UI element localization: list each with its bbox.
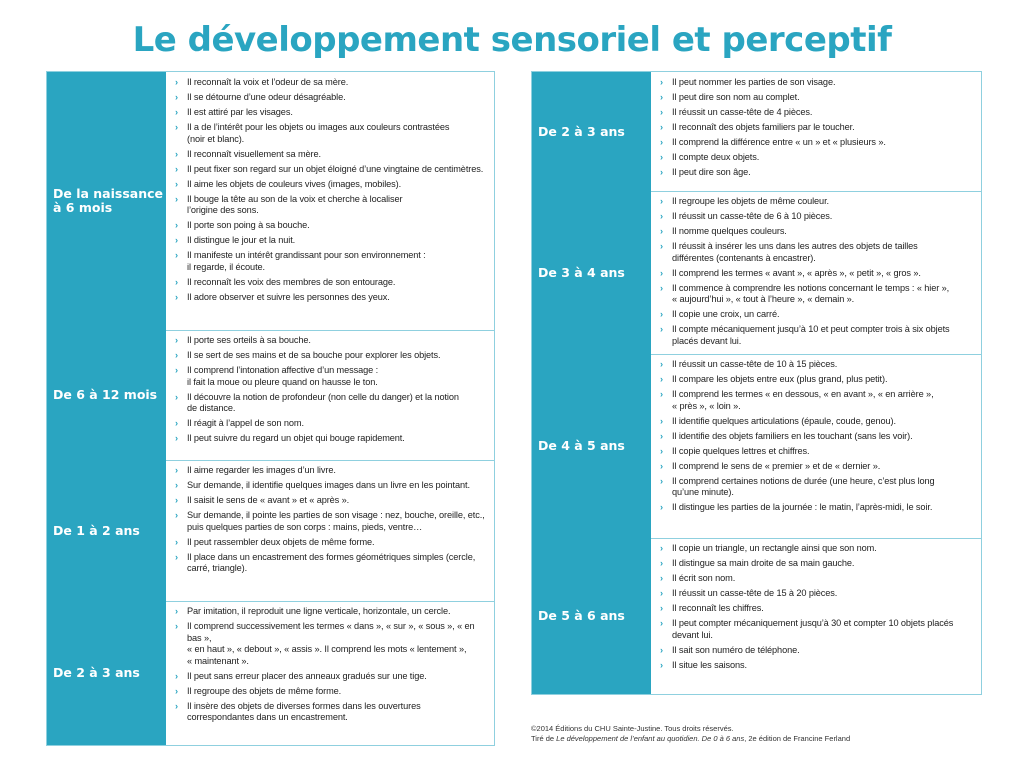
milestone-item: › Il copie quelques lettres et chiffres. <box>660 446 975 458</box>
milestone-item: › Il porte son poing à sa bouche. <box>175 220 488 232</box>
footer <box>531 724 850 744</box>
age-label: De 5 à 6 ans <box>532 538 651 694</box>
age-row <box>532 191 981 355</box>
milestone-item: › Il peut rassembler deux objets de même forme. <box>175 537 488 549</box>
milestone-item: › Il compare les objets entre eux (plus grand, plus petit). <box>660 374 975 386</box>
milestone-item: › Il aime regarder les images d’un livre. <box>175 465 488 477</box>
milestone-item: › Il identifie quelques articulations (épaule, coude, genou). <box>660 416 975 428</box>
source-text: Tiré de Le développement de l’enfant au quotidien. De 0 à 6 ans, 2e édition de Francine Ferland <box>531 734 851 743</box>
milestone-item: › Il regroupe des objets de même forme. <box>175 686 488 698</box>
milestone-item: › Il réagit à l’appel de son nom. <box>175 418 488 430</box>
milestone-item: › Il aime les objets de couleurs vives (images, mobiles). <box>175 179 488 191</box>
milestone-list <box>651 354 981 538</box>
age-label: De 4 à 5 ans <box>532 354 651 538</box>
milestone-item: › Il compte mécaniquement jusqu’à 10 et peut compter trois à six objets placés devant lui. <box>660 324 975 347</box>
milestone-item: › Il distingue les parties de la journée : le matin, l’après-midi, le soir. <box>660 502 975 514</box>
milestone-item: › Il comprend les termes « en dessous, « en avant », « en arrière », « près », « loin ». <box>660 389 975 412</box>
milestone-item: › Il se sert de ses mains et de sa bouche pour explorer les objets. <box>175 350 488 362</box>
milestone-item: › Il place dans un encastrement des formes géométriques simples (cercle, carré, triangle). <box>175 552 488 575</box>
milestone-item: › Il peut nommer les parties de son visage. <box>660 77 975 89</box>
milestone-item: › Il copie un triangle, un rectangle ainsi que son nom. <box>660 543 975 555</box>
milestone-list <box>166 601 494 745</box>
milestone-item: › Il a de l’intérêt pour les objets ou images aux couleurs contrastées (noir et blanc). <box>175 122 488 145</box>
milestone-item: › Il réussit à insérer les uns dans les autres des objets de tailles différentes (contenants à encastrer). <box>660 241 975 264</box>
age-label: De 1 à 2 ans <box>47 460 166 601</box>
milestone-item: › Il insère des objets de diverses formes dans les ouvertures correspondantes dans un encastrement. <box>175 701 488 724</box>
milestone-item: › Il nomme quelques couleurs. <box>660 226 975 238</box>
milestone-list <box>166 72 494 330</box>
milestone-item: › Il écrit son nom. <box>660 573 975 585</box>
milestone-item: › Il manifeste un intérêt grandissant pour son environnement : il regarde, il écoute. <box>175 250 488 273</box>
milestone-item: › Il distingue sa main droite de sa main gauche. <box>660 558 975 570</box>
source-book-title: Le développement de l’enfant au quotidien. De 0 à 6 ans <box>556 734 745 743</box>
milestone-item: › Il sait son numéro de téléphone. <box>660 645 975 657</box>
milestone-item: › Il commence à comprendre les notions concernant le temps : « hier », « aujourd’hui », « tout à l’heure », « demain ». <box>660 283 975 306</box>
milestone-item: › Il peut sans erreur placer des anneaux gradués sur une tige. <box>175 671 488 683</box>
milestone-item: › Il reconnaît visuellement sa mère. <box>175 149 488 161</box>
milestone-item: › Il regroupe les objets de même couleur. <box>660 196 975 208</box>
milestone-item: › Il comprend la différence entre « un » et « plusieurs ». <box>660 137 975 149</box>
left-table <box>46 71 495 746</box>
milestone-item: › Il est attiré par les visages. <box>175 107 488 119</box>
milestone-item: › Sur demande, il identifie quelques images dans un livre en les pointant. <box>175 480 488 492</box>
age-row <box>532 538 981 694</box>
milestone-item: › Il réussit un casse-tête de 4 pièces. <box>660 107 975 119</box>
milestone-item: › Il peut suivre du regard un objet qui bouge rapidement. <box>175 433 488 445</box>
milestone-item: › Il peut dire son nom au complet. <box>660 92 975 104</box>
age-row <box>47 460 494 602</box>
milestone-item: › Il découvre la notion de profondeur (non celle du danger) et la notion de distance. <box>175 392 488 415</box>
age-row <box>47 601 494 745</box>
milestone-item: › Il comprend successivement les termes « dans », « sur », « sous », « en bas », « en haut », « debout », « assis ». Il comprend les mots « lentement », « maintenant ». <box>175 621 488 667</box>
copyright-text: ©2014 Éditions du CHU Sainte-Justine. Tous droits réservés. <box>531 724 734 733</box>
milestone-item: › Il réussit un casse-tête de 10 à 15 pièces. <box>660 359 975 371</box>
age-label: De 3 à 4 ans <box>532 191 651 354</box>
milestone-item: › Il peut compter mécaniquement jusqu’à 30 et compter 10 objets placés devant lui. <box>660 618 975 641</box>
milestone-item: › Il peut fixer son regard sur un objet éloigné d’une vingtaine de centimètres. <box>175 164 488 176</box>
milestone-item: › Il saisit le sens de « avant » et « après ». <box>175 495 488 507</box>
age-row <box>47 330 494 461</box>
milestone-item: › Il comprend le sens de « premier » et de « dernier ». <box>660 461 975 473</box>
age-row <box>47 72 494 331</box>
milestone-item: › Il reconnaît la voix et l’odeur de sa mère. <box>175 77 488 89</box>
milestone-item: › Il compte deux objets. <box>660 152 975 164</box>
milestone-item: › Il réussit un casse-tête de 6 à 10 pièces. <box>660 211 975 223</box>
milestone-item: › Il identifie des objets familiers en les touchant (sans les voir). <box>660 431 975 443</box>
milestone-list <box>166 460 494 601</box>
milestone-item: › Il réussit un casse-tête de 15 à 20 pièces. <box>660 588 975 600</box>
milestone-item: › Il reconnaît des objets familiers par le toucher. <box>660 122 975 134</box>
milestone-list <box>651 72 981 191</box>
milestone-item: › Il porte ses orteils à sa bouche. <box>175 335 488 347</box>
age-row <box>532 354 981 539</box>
age-label: De la naissance à 6 mois <box>47 72 166 330</box>
milestone-item: › Il peut dire son âge. <box>660 167 975 179</box>
milestone-item: › Il copie une croix, un carré. <box>660 309 975 321</box>
milestone-list <box>166 330 494 460</box>
age-label: De 2 à 3 ans <box>532 72 651 191</box>
right-table <box>531 71 982 695</box>
milestone-item: › Sur demande, il pointe les parties de son visage : nez, bouche, oreille, etc., puis quelques parties de son corps : mains, pieds, ventre… <box>175 510 488 533</box>
milestone-item: › Il reconnaît les chiffres. <box>660 603 975 615</box>
age-label: De 2 à 3 ans <box>47 601 166 745</box>
milestone-item: › Il comprend les termes « avant », « après », « petit », « gros ». <box>660 268 975 280</box>
milestone-item: › Il se détourne d’une odeur désagréable. <box>175 92 488 104</box>
page-title: Le développement sensoriel et perceptif <box>132 20 892 60</box>
milestone-item: › Par imitation, il reproduit une ligne verticale, horizontale, un cercle. <box>175 606 488 618</box>
milestone-item: › Il comprend certaines notions de durée (une heure, c’est plus long qu’une minute). <box>660 476 975 499</box>
milestone-item: › Il bouge la tête au son de la voix et cherche à localiser l’origine des sons. <box>175 194 488 217</box>
milestone-item: › Il distingue le jour et la nuit. <box>175 235 488 247</box>
milestone-item: › Il reconnaît les voix des membres de son entourage. <box>175 277 488 289</box>
age-label: De 6 à 12 mois <box>47 330 166 460</box>
milestone-item: › Il situe les saisons. <box>660 660 975 672</box>
age-row <box>532 72 981 192</box>
milestone-list <box>651 538 981 694</box>
milestone-item: › Il adore observer et suivre les personnes des yeux. <box>175 292 488 304</box>
milestone-item: › Il comprend l’intonation affective d’un message : il fait la moue ou pleure quand on hausse le ton. <box>175 365 488 388</box>
milestone-list <box>651 191 981 354</box>
